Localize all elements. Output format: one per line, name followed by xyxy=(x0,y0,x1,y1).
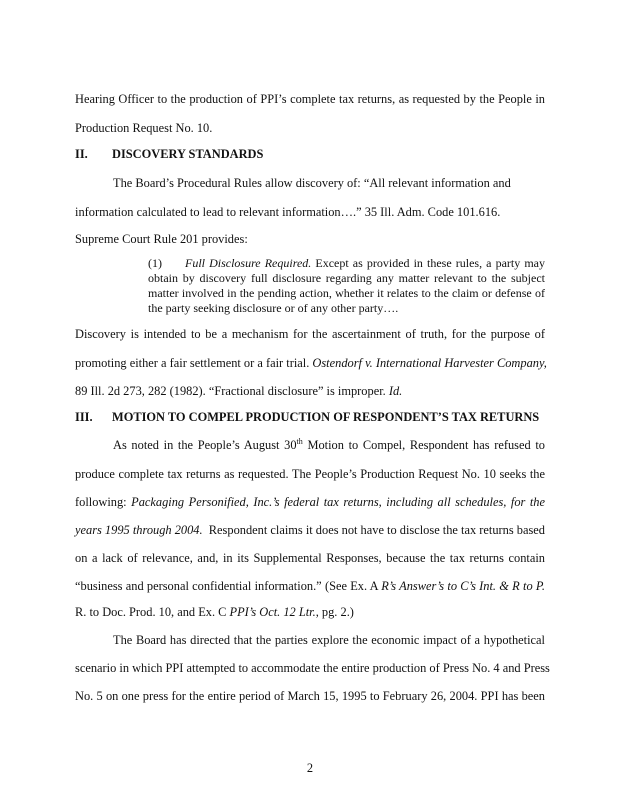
section-heading-motion-to-compel xyxy=(75,409,545,425)
quote-line-1: (1) Full Disclosure Required. Except as provided in these rules, a party may xyxy=(148,256,546,270)
motion-line-3: following: Packaging Personified, Inc.’s federal tax returns, including all schedules, for the xyxy=(75,495,545,509)
quote-label: (1) xyxy=(148,256,162,270)
intro-line-1: Hearing Officer to the production of PPI’s complete tax returns, as requested by the People in xyxy=(75,92,545,106)
motion-line-1: As noted in the People’s August 30th Motion to Compel, Respondent has refused to xyxy=(113,437,546,452)
board-line-2: scenario in which PPI attempted to accommodate the entire production of Press No. 4 and Press xyxy=(75,661,550,675)
quote-line-2: obtain by discovery full disclosure regarding any matter relevant to the subject xyxy=(148,271,545,285)
intro-line-2: Production Request No. 10. xyxy=(75,121,213,135)
rules-line-2: information calculated to lead to relevant information….” 35 Ill. Adm. Code 101.616. xyxy=(75,205,501,219)
board-line-1: The Board has directed that the parties explore the economic impact of a hypothetical xyxy=(113,633,545,647)
case-citation: Ostendorf v. International Harvester Company, xyxy=(312,356,547,370)
quote-line-4: the party seeking disclosure or of any other party…. xyxy=(148,301,399,315)
discovery-line-3: 89 Ill. 2d 273, 282 (1982). “Fractional disclosure” is improper. Id. xyxy=(75,384,403,398)
section-number: III. xyxy=(75,410,93,424)
section-title: MOTION TO COMPEL PRODUCTION OF RESPONDENT’S TAX RETURNS xyxy=(112,410,540,424)
quote-title: Full Disclosure Required. xyxy=(185,256,312,270)
motion-line-6: “business and personal confidential information.” (See Ex. A R’s Answer’s to C’s Int. & R to P. xyxy=(75,579,545,593)
motion-line-4: years 1995 through 2004. Respondent claims it does not have to disclose the tax returns based xyxy=(75,523,545,537)
discovery-line-2: promoting either a fair settlement or a fair trial. Ostendorf v. International Harvester Company, xyxy=(75,356,547,370)
board-line-3: No. 5 on one press for the entire period of March 15, 1995 to February 26, 2004. PPI has been xyxy=(75,689,545,703)
motion-line-5: on a lack of relevance, and, in its Supplemental Responses, because the tax returns contain xyxy=(75,551,545,565)
id-citation: Id. xyxy=(388,384,403,398)
section-title: DISCOVERY STANDARDS xyxy=(112,147,264,161)
section-heading-discovery-standards xyxy=(75,146,545,162)
page-number: 2 xyxy=(306,761,314,775)
quote-line-3: matter involved in the pending action, whether it relates to the claim or defense of xyxy=(148,286,545,300)
section-number: II. xyxy=(75,147,88,161)
discovery-line-1: Discovery is intended to be a mechanism for the ascertainment of truth, for the purpose of xyxy=(75,327,545,341)
supreme-court-rule-intro: Supreme Court Rule 201 provides: xyxy=(75,232,248,246)
motion-line-2: produce complete tax returns as requested. The People’s Production Request No. 10 seeks the xyxy=(75,467,545,481)
motion-line-7: R. to Doc. Prod. 10, and Ex. C PPI’s Oct. 12 Ltr., pg. 2.) xyxy=(75,605,354,619)
rules-line-1: The Board’s Procedural Rules allow discovery of: “All relevant information and xyxy=(113,176,511,190)
